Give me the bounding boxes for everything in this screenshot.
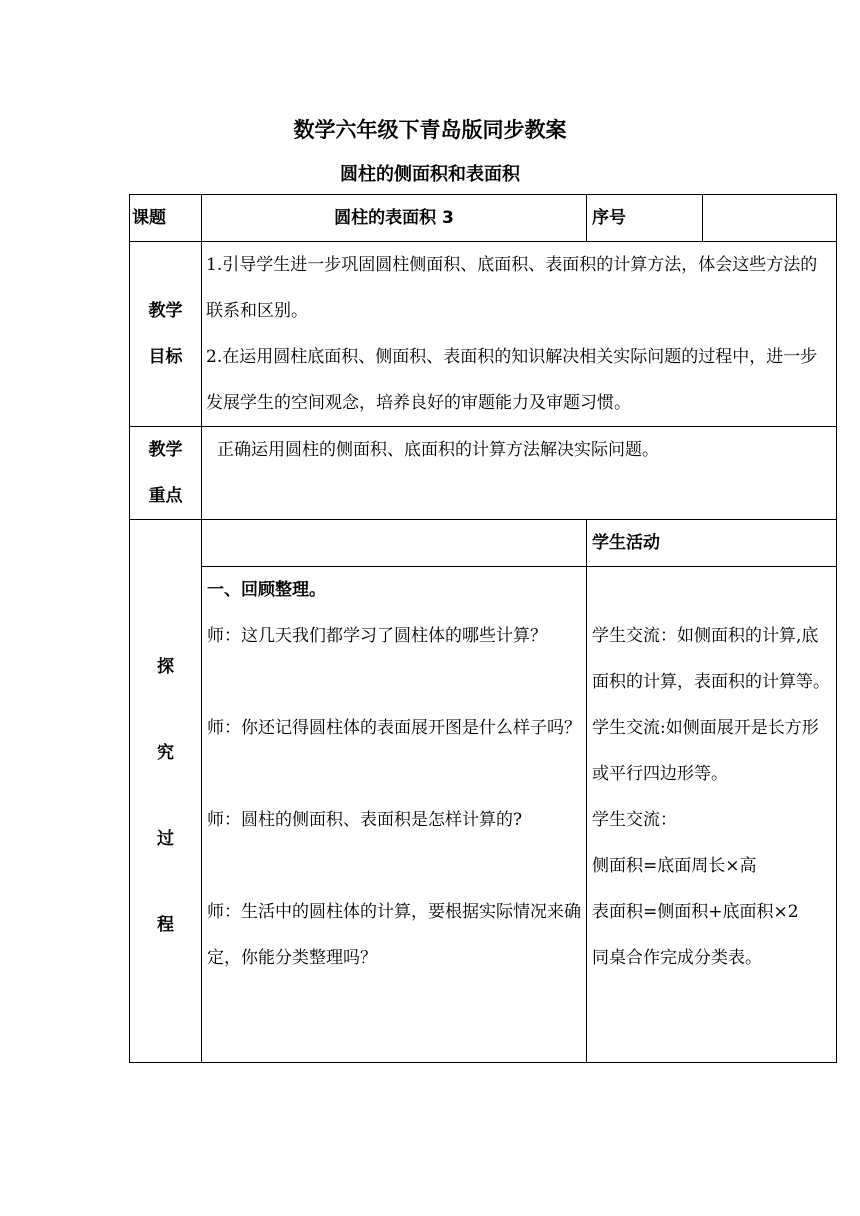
section-title: 一、回顾整理。 (207, 580, 326, 600)
table-row-process-header (130, 520, 837, 567)
student-line-3: 学生交流： (592, 810, 677, 830)
goals-label (130, 242, 202, 427)
table-row-topic (130, 195, 837, 242)
document-title: 数学六年级下青岛版同步教案 (293, 118, 567, 142)
teacher-line-4: 师：生活中的圆柱体的计算，要根据实际情况来确定，你能分类整理吗？ (207, 902, 581, 968)
spacer (207, 751, 581, 797)
seq-value (703, 195, 837, 242)
key-content: 正确运用圆柱的侧面积、底面积的计算方法解决实际问题。 (202, 427, 837, 520)
student-line-4: 侧面积=底面周长×高 (592, 856, 757, 876)
table-row-key (130, 427, 837, 520)
goal-item-2: 2.在运用圆柱底面积、侧面积、表面积的知识解决相关实际问题的过程中，进一步发展学生的空间观念，培养良好的审题能力及审题习惯。 (206, 347, 818, 413)
student-activity (587, 567, 837, 1063)
student-line-6: 同桌合作完成分类表。 (592, 948, 762, 968)
student-column-header: 学生活动 (587, 520, 837, 567)
lesson-plan-table (129, 194, 837, 1063)
process-label-char-1: 探 (157, 657, 174, 677)
table-row-process-body (130, 567, 837, 1063)
goal-item-1: 1.引导学生进一步巩固圆柱侧面积、底面积、表面积的计算方法，体会这些方法的联系和区别。 (206, 255, 818, 321)
student-line-2: 学生交流:如侧面展开是长方形或平行四边形等。 (592, 718, 819, 784)
key-label (130, 427, 202, 520)
key-label-line1: 教学 (148, 440, 183, 460)
topic-label: 课题 (130, 195, 202, 242)
process-label-char-4: 程 (157, 915, 174, 935)
document-subtitle: 圆柱的侧面积和表面积 (340, 164, 520, 185)
goals-content (202, 242, 837, 427)
key-label-line2: 重点 (148, 486, 183, 506)
seq-label: 序号 (587, 195, 703, 242)
process-label-char-3: 过 (157, 829, 174, 849)
topic-value: 圆柱的表面积 3 (202, 195, 587, 242)
teacher-line-1: 师：这几天我们都学习了圆柱体的哪些计算？ (207, 626, 547, 646)
goals-label-line1: 教学 (148, 301, 183, 321)
teacher-column-header (202, 520, 587, 567)
teacher-line-2: 师：你还记得圆柱体的表面展开图是什么样子吗？ (207, 718, 581, 738)
student-line-1: 学生交流：如侧面积的计算,底面积的计算，表面积的计算等。 (592, 626, 830, 692)
teacher-line-3: 师：圆柱的侧面积、表面积是怎样计算的? (207, 810, 523, 830)
table-row-goals (130, 242, 837, 427)
process-label (130, 520, 202, 1063)
student-line-5: 表面积=侧面积+底面积×2 (592, 902, 799, 922)
spacer (207, 843, 581, 889)
goals-label-line2: 目标 (148, 347, 183, 367)
teacher-activity (202, 567, 587, 1063)
spacer (207, 659, 581, 705)
process-label-char-2: 究 (157, 743, 174, 763)
